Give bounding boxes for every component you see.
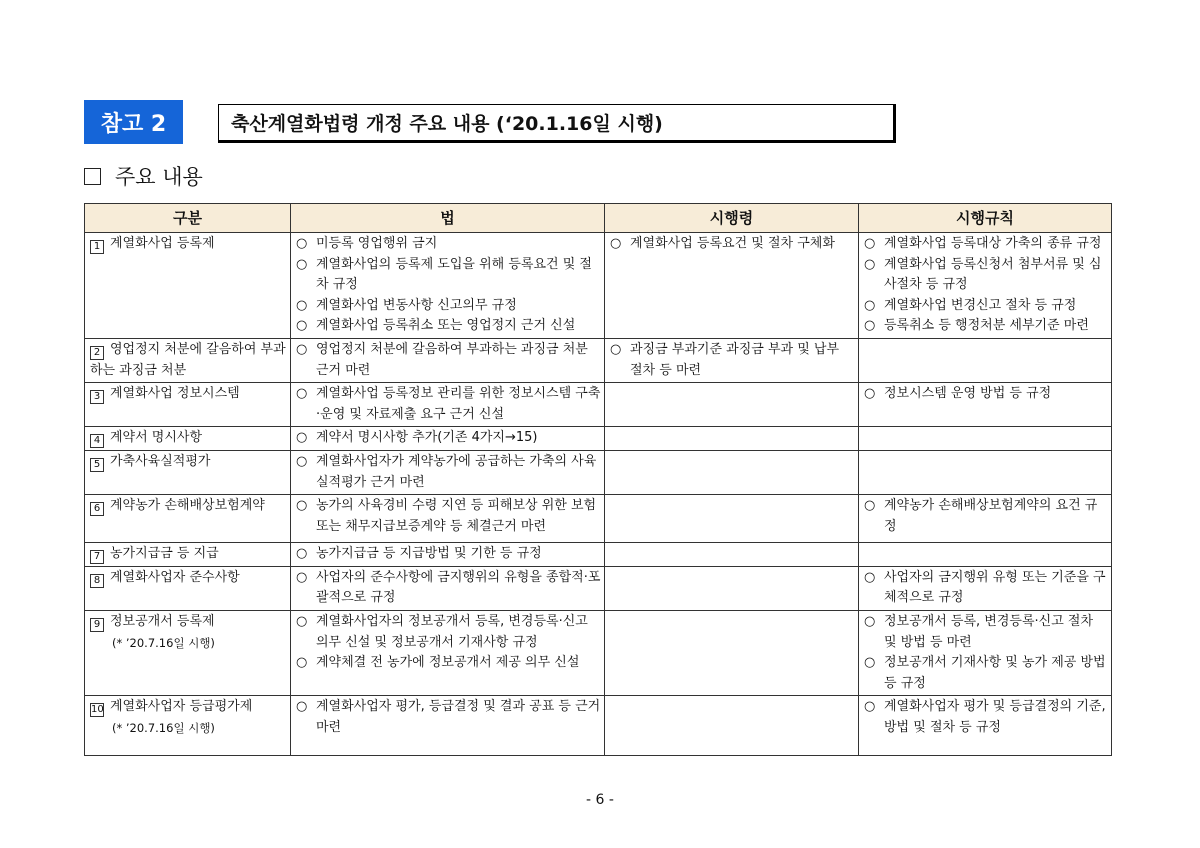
- table-row: [85, 566, 1112, 610]
- table-row: [85, 338, 1112, 382]
- gubun-line: [90, 612, 287, 633]
- law-cell: [291, 696, 605, 756]
- law-item: [296, 568, 601, 609]
- circle-bullet-icon: ○: [296, 318, 308, 334]
- document-title-text: 축산계열화법령 개정 주요 내용 (‘20.1.16일 시행): [231, 113, 663, 135]
- gubun-label: 계약농가 손해배상보험계약: [110, 498, 265, 514]
- circle-bullet-icon: ○: [864, 318, 876, 334]
- rule-cell: [859, 610, 1112, 695]
- rule-item-text: 정보공개서 기재사항 및 농가 제공 방법 등 규정: [884, 655, 1106, 691]
- rule-item: [864, 296, 1108, 317]
- circle-bullet-icon: ○: [296, 699, 308, 715]
- rule-item: [864, 316, 1108, 337]
- rule-cell: [859, 427, 1112, 451]
- circle-bullet-icon: ○: [610, 341, 622, 357]
- item-number-box: 4: [90, 434, 104, 448]
- gubun-line: [90, 340, 287, 381]
- circle-bullet-icon: ○: [864, 297, 876, 313]
- rule-item-text: 계약농가 손해배상보험계약의 요건 규정: [884, 498, 1098, 534]
- rule-cell: [859, 233, 1112, 339]
- column-header-rule: 시행규칙: [859, 204, 1112, 233]
- rule-item: [864, 255, 1108, 296]
- law-item-text: 계열화사업 변동사항 신고의무 규정: [316, 297, 517, 313]
- gubun-line: [90, 697, 287, 718]
- law-item-text: 미등록 영업행위 금지: [316, 236, 438, 251]
- table-row: [85, 610, 1112, 695]
- item-number-box: 1: [90, 240, 104, 254]
- circle-bullet-icon: ○: [296, 430, 308, 446]
- circle-bullet-icon: ○: [864, 655, 876, 671]
- law-item: [296, 697, 601, 738]
- decree-cell: [605, 495, 859, 543]
- law-cell: [291, 495, 605, 543]
- rule-item: [864, 653, 1108, 694]
- decree-cell: [605, 610, 859, 695]
- rule-item: [864, 612, 1108, 653]
- law-item: [296, 612, 601, 653]
- law-cell: [291, 566, 605, 610]
- table-row: [85, 427, 1112, 451]
- decree-cell: [605, 566, 859, 610]
- gubun-cell: [85, 383, 291, 427]
- law-cell: [291, 610, 605, 695]
- rule-cell: [859, 383, 1112, 427]
- rule-cell: [859, 566, 1112, 610]
- law-item: [296, 255, 601, 296]
- item-number-box: 9: [90, 618, 104, 632]
- gubun-label: 농가지급금 등 지급: [110, 546, 219, 562]
- law-item-text: 계약체결 전 농가에 정보공개서 제공 의무 신설: [316, 655, 580, 671]
- law-item-text: 농가의 사육경비 수령 지연 등 피해보상 위한 보험 또는 채무지급보증계약 등 체결근거 마련: [316, 498, 597, 534]
- document-title: [218, 104, 896, 143]
- law-cell: [291, 450, 605, 494]
- table-header-row: [85, 204, 1112, 233]
- circle-bullet-icon: ○: [864, 236, 876, 251]
- rule-item-text: 사업자의 금지행위 유형 또는 기준을 구체적으로 규정: [884, 569, 1106, 606]
- rule-item-text: 등록취소 등 행정처분 세부기준 마련: [884, 318, 1089, 334]
- rule-cell: [859, 696, 1112, 756]
- rule-item: [864, 568, 1108, 609]
- gubun-note: (* ’20.7.16일 시행): [112, 635, 215, 650]
- table-row: [85, 383, 1112, 427]
- gubun-cell: [85, 543, 291, 567]
- rule-cell: [859, 450, 1112, 494]
- gubun-cell: [85, 610, 291, 695]
- law-item-text: 계열화사업 등록취소 또는 영업정지 근거 신설: [316, 318, 576, 334]
- circle-bullet-icon: ○: [864, 569, 876, 585]
- circle-bullet-icon: ○: [296, 236, 308, 251]
- gubun-label: 계열화사업자 등급평가제: [110, 699, 253, 715]
- gubun-label: 계열화사업 등록제: [110, 236, 215, 251]
- circle-bullet-icon: ○: [296, 569, 308, 585]
- section-heading: [84, 161, 203, 191]
- circle-bullet-icon: ○: [296, 546, 308, 562]
- circle-bullet-icon: ○: [296, 655, 308, 671]
- rule-item-text: 정보시스템 운영 방법 등 규정: [884, 386, 1052, 402]
- decree-cell: [605, 233, 859, 339]
- decree-item: [610, 234, 855, 255]
- item-number-box: 3: [90, 390, 104, 404]
- decree-cell: [605, 543, 859, 567]
- gubun-label: 계약서 명시사항: [110, 430, 203, 446]
- decree-cell: [605, 338, 859, 382]
- gubun-line: [90, 428, 287, 449]
- item-number-box: 7: [90, 550, 104, 564]
- table-row: [85, 696, 1112, 756]
- decree-item-text: 과징금 부과기준 과징금 부과 및 납부 절차 등 마련: [630, 341, 840, 378]
- table-row: [85, 450, 1112, 494]
- law-item: [296, 428, 601, 449]
- circle-bullet-icon: ○: [296, 453, 308, 469]
- law-cell: [291, 383, 605, 427]
- law-item: [296, 296, 601, 317]
- law-item-text: 사업자의 준수사항에 금지행위의 유형을 종합적·포괄적으로 규정: [316, 569, 601, 606]
- item-number-box: 6: [90, 502, 104, 516]
- decree-item: [610, 340, 855, 381]
- gubun-label: 계열화사업 정보시스템: [110, 386, 240, 402]
- law-item-text: 계열화사업자의 정보공개서 등록, 변경등록·신고 의무 신설 및 정보공개서 기재사항 규정: [316, 613, 588, 650]
- law-cell: [291, 233, 605, 339]
- page-number: - 6 -: [586, 792, 614, 808]
- rule-cell: [859, 338, 1112, 382]
- gubun-cell: [85, 233, 291, 339]
- law-cell: [291, 543, 605, 567]
- gubun-label: 정보공개서 등록제: [110, 613, 215, 629]
- rule-item-text: 계열화사업 변경신고 절차 등 규정: [884, 297, 1077, 313]
- column-header-decree: 시행령: [605, 204, 859, 233]
- item-number-box: 10: [91, 704, 104, 716]
- law-item-text: 계열화사업자 평가, 등급결정 및 결과 공표 등 근거 마련: [316, 699, 601, 735]
- column-header-gubun: 구분: [85, 204, 291, 233]
- law-item-text: 계약서 명시사항 추가(기존 4가지→15): [316, 430, 538, 446]
- circle-bullet-icon: ○: [864, 613, 876, 629]
- law-item-text: 영업정지 처분에 갈음하여 부과하는 과징금 처분 근거 마련: [316, 341, 588, 378]
- item-number-box: 5: [90, 458, 104, 472]
- circle-bullet-icon: ○: [296, 297, 308, 313]
- decree-cell: [605, 696, 859, 756]
- rule-item-text: 정보공개서 등록, 변경등록·신고 절차 및 방법 등 마련: [884, 613, 1094, 650]
- gubun-line: [90, 496, 287, 517]
- rule-item-text: 계열화사업 등록신청서 첨부서류 및 심사절차 등 규정: [884, 256, 1102, 293]
- gubun-cell: [85, 495, 291, 543]
- gubun-line: [90, 452, 287, 473]
- law-item: [296, 234, 601, 255]
- decree-cell: [605, 383, 859, 427]
- gubun-cell: [85, 427, 291, 451]
- gubun-label: 계열화사업자 준수사항: [110, 569, 240, 585]
- circle-bullet-icon: ○: [296, 341, 308, 357]
- gubun-cell: [85, 450, 291, 494]
- column-header-law: 법: [291, 204, 605, 233]
- table-row: [85, 543, 1112, 567]
- gubun-cell: [85, 338, 291, 382]
- law-item: [296, 653, 601, 674]
- law-item: [296, 316, 601, 337]
- circle-bullet-icon: ○: [296, 613, 308, 629]
- law-item-text: 농가지급금 등 지급방법 및 기한 등 규정: [316, 546, 542, 562]
- rule-item-text: 계열화사업 등록대상 가축의 종류 규정: [884, 236, 1102, 251]
- checkbox-square-icon: [84, 168, 101, 185]
- gubun-line: [90, 568, 287, 589]
- rule-cell: [859, 495, 1112, 543]
- gubun-cell: [85, 566, 291, 610]
- gubun-line: [90, 384, 287, 405]
- rule-item: [864, 234, 1108, 255]
- rule-item: [864, 697, 1108, 738]
- gubun-label: 영업정지 처분에 갈음하여 부과하는 과징금 처분: [90, 341, 286, 378]
- gubun-note: (* ’20.7.16일 시행): [112, 720, 215, 735]
- gubun-cell: [85, 696, 291, 756]
- reference-badge: 참고 2: [84, 100, 183, 144]
- law-item: [296, 340, 601, 381]
- circle-bullet-icon: ○: [610, 236, 622, 251]
- table-body: [85, 233, 1112, 756]
- law-item-text: 계열화사업자가 계약농가에 공급하는 가축의 사육실적평가 근거 마련: [316, 453, 597, 490]
- law-item: [296, 544, 601, 565]
- circle-bullet-icon: ○: [296, 498, 308, 514]
- rule-item-text: 계열화사업자 평가 및 등급결정의 기준, 방법 및 절차 등 규정: [884, 699, 1106, 735]
- gubun-line: [90, 234, 287, 255]
- circle-bullet-icon: ○: [864, 498, 876, 514]
- rule-item: [864, 384, 1108, 405]
- law-cell: [291, 338, 605, 382]
- law-item: [296, 452, 601, 493]
- decree-cell: [605, 427, 859, 451]
- table-row: [85, 233, 1112, 339]
- table-row: [85, 495, 1112, 543]
- decree-cell: [605, 450, 859, 494]
- rule-item: [864, 496, 1108, 537]
- decree-item-text: 계열화사업 등록요건 및 절차 구체화: [630, 236, 835, 251]
- law-item: [296, 384, 601, 425]
- rule-cell: [859, 543, 1112, 567]
- item-number-box: 2: [90, 346, 104, 360]
- law-cell: [291, 427, 605, 451]
- gubun-line: [90, 544, 287, 565]
- section-heading-text: 주요 내용: [115, 165, 203, 189]
- circle-bullet-icon: ○: [864, 256, 876, 272]
- circle-bullet-icon: ○: [296, 256, 308, 272]
- item-number-box: 8: [90, 574, 104, 588]
- law-item: [296, 496, 601, 537]
- circle-bullet-icon: ○: [864, 699, 876, 715]
- circle-bullet-icon: ○: [864, 386, 876, 402]
- gubun-label: 가축사육실적평가: [110, 453, 211, 469]
- law-amendment-table: [84, 203, 1112, 756]
- law-item-text: 계열화사업 등록정보 관리를 위한 정보시스템 구축·운영 및 자료제출 요구 근거 신설: [316, 386, 601, 422]
- circle-bullet-icon: ○: [296, 386, 308, 402]
- law-item-text: 계열화사업의 등록제 도입을 위해 등록요건 및 절차 규정: [316, 256, 592, 293]
